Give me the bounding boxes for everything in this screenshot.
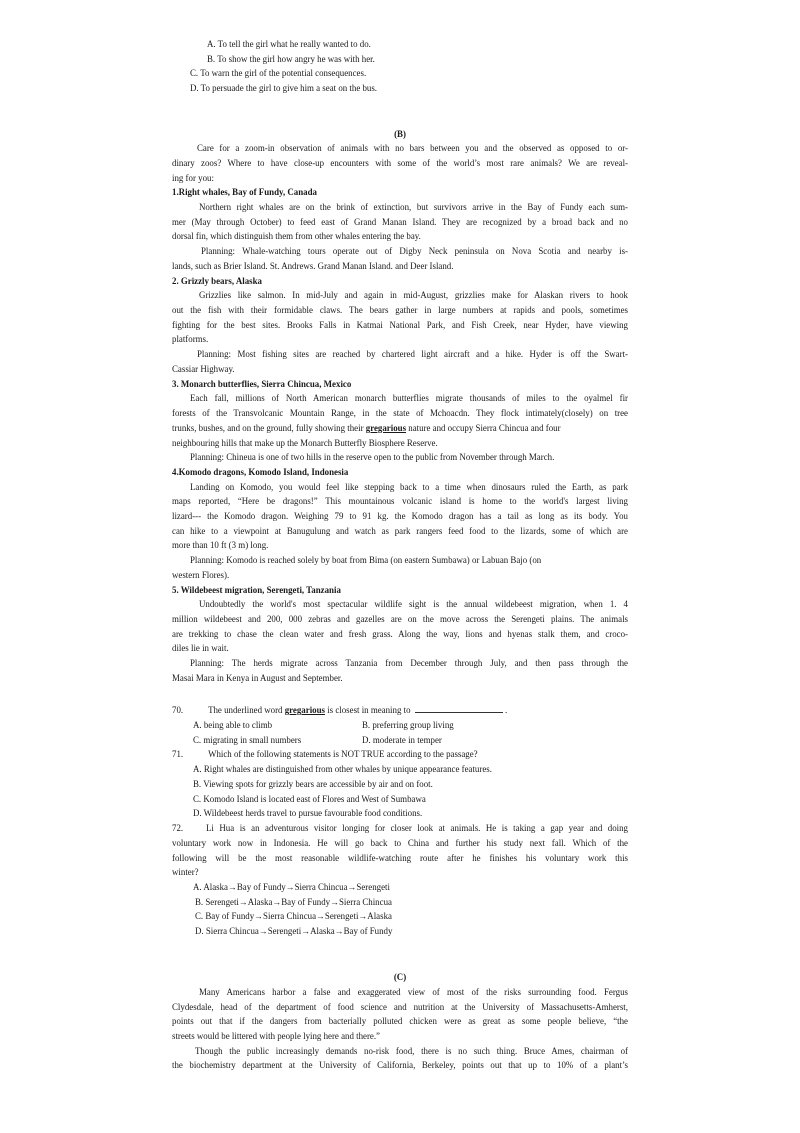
question-71-text: Which of the following statements is NOT TRUE according to the passage? bbox=[208, 749, 478, 759]
question-70-end: . bbox=[504, 705, 508, 715]
item-3-desc-3-after: nature and occupy Sierra Chincua and four bbox=[408, 423, 561, 433]
item-2-planning-1: Planning: Most fishing sites are reached by chartered light aircraft and a hike. Hyder is off the Swart- bbox=[197, 349, 628, 359]
section-c-p1-3: points out that if the dangers from bacterially polluted chicken were as great as some people believe, “the bbox=[172, 1016, 628, 1026]
question-72-stem-1: Li Hua is an adventurous visitor longing for closer look at animals. He is taking a gap year and doing bbox=[206, 823, 628, 833]
item-2-title: 2. Grizzly bears, Alaska bbox=[172, 276, 262, 286]
question-70-stem-before: The underlined word bbox=[208, 705, 283, 715]
intro-line-2: dinary zoos? Where to have close-up encounters with some of the world’s most rare animals? We are reveal- bbox=[172, 158, 628, 168]
q71-option-c: C. Komodo Island is located east of Flores and West of Sumbawa bbox=[193, 794, 426, 804]
question-71-number: 71. bbox=[172, 749, 184, 759]
option-b-prev: B. To show the girl how angry he was with her. bbox=[207, 54, 375, 64]
item-5-desc-1: Undoubtedly the world's most spectacular wildlife sight is the annual wildebeest migration, when 1. 4 bbox=[199, 599, 628, 609]
q70-option-a: A. being able to climb bbox=[193, 720, 273, 730]
item-4-planning-2: western Flores). bbox=[172, 570, 230, 580]
item-5-title: 5. Wildebeest migration, Serengeti, Tanzania bbox=[172, 585, 341, 595]
item-4-desc-1: Landing on Komodo, you would feel like stepping back to a time when dinosaurs ruled the Earth, as park bbox=[190, 482, 628, 492]
item-2-planning-2: Cassiar Highway. bbox=[172, 364, 235, 374]
item-2-desc-4: platforms. bbox=[172, 334, 209, 344]
item-1-desc-3: dorsal fin, which distinguish them from other whales entering the bay. bbox=[172, 231, 421, 241]
item-1-planning-1: Planning: Whale-watching tours operate out of Digby Neck peninsula on Nova Scotia and nearby is- bbox=[201, 246, 628, 256]
section-b-heading: (B) bbox=[394, 129, 406, 139]
question-70-stem-after: is closest in meaning to bbox=[327, 705, 411, 715]
q71-option-d: D. Wildebeest herds travel to pursue favourable food conditions. bbox=[193, 808, 423, 818]
item-3-desc-1: Each fall, millions of North American monarch butterflies migrate thousands of miles to the oyalmel fir bbox=[190, 393, 628, 403]
item-5-desc-3: are trekking to chase the clean water and fresh grass. Along the way, lions and hyenas stalk them, and croco- bbox=[172, 629, 628, 639]
item-5-planning-1: Planning: The herds migrate across Tanzania from December through July, and then pass through the bbox=[190, 658, 628, 668]
q72-option-a: A. Alaska→Bay of Fundy→Sierra Chincua→Serengeti bbox=[193, 882, 390, 892]
item-3-desc-3-before: trunks, bushes, and on the ground, fully showing their bbox=[172, 423, 364, 433]
q71-option-b: B. Viewing spots for grizzly bears are accessible by air and on foot. bbox=[193, 779, 433, 789]
item-4-desc-3: lizard--- the Komodo dragon. Weighing 79 to 91 kg. the Komodo dragon has a tail as long as its body. You bbox=[172, 511, 628, 521]
item-2-desc-1: Grizzlies like salmon. In mid-July and again in mid-August, grizzlies make for Alaskan rivers to hook bbox=[199, 290, 628, 300]
q72-option-c: C. Bay of Fundy→Sierra Chincua→Serengeti→Alaska bbox=[195, 911, 392, 921]
answer-blank bbox=[415, 703, 503, 713]
question-72-stem-4: winter? bbox=[172, 867, 199, 877]
item-4-desc-5: more than 10 ft (3 m) long. bbox=[172, 540, 269, 550]
item-5-desc-2: million wildebeest and 200, 000 zebras and gazelles are on the move across the Serengeti plains. The animals bbox=[172, 614, 628, 624]
section-c-p2-1: Though the public increasingly demands no-risk food, there is no such thing. Bruce Ames, chairman of bbox=[195, 1046, 628, 1056]
item-4-planning-1: Planning: Komodo is reached solely by boat from Bima (on eastern Sumbawa) or Labuan Bajo (on bbox=[190, 555, 542, 565]
item-5-planning-2: Masai Mara in Kenya in August and September. bbox=[172, 673, 343, 683]
question-70-number: 70. bbox=[172, 705, 184, 715]
section-c-heading: (C) bbox=[393, 972, 407, 982]
item-4-title: 4.Komodo dragons, Komodo Island, Indonesia bbox=[172, 467, 349, 477]
q72-option-b: B. Serengeti→Alaska→Bay of Fundy→Sierra Chincua bbox=[195, 897, 392, 907]
section-c-p1-2: Clydesdale, head of the department of food science and nutrition at the University of Massachusetts-Amherst, bbox=[172, 1002, 628, 1012]
question-72-stem-3: following will be the most reasonable wildlife-watching route after he finishes his voluntary work this bbox=[172, 853, 628, 863]
q70-option-c: C. migrating in small numbers bbox=[193, 735, 302, 745]
item-1-title: 1.Right whales, Bay of Fundy, Canada bbox=[172, 187, 317, 197]
option-c-prev: C. To warn the girl of the potential consequences. bbox=[190, 68, 367, 78]
item-4-desc-4: can hike to a viewpoint at Banugulung and watch as park rangers feed food to the lizards, some of which are bbox=[172, 526, 628, 536]
intro-line-1: Care for a zoom-in observation of animals with no bars between you and the observed as opposed to or- bbox=[197, 143, 628, 153]
item-4-desc-2: maps reported, “Here be dragons!” This mountainous volcanic island is home to the world's largest living bbox=[172, 496, 628, 506]
option-a-prev: A. To tell the girl what he really wanted to do. bbox=[207, 39, 371, 49]
item-3-desc-2: forests of the Transvolcanic Mountain Range, in the state of Mchoacdn. They flock intimately(closely) on tree bbox=[172, 408, 628, 418]
intro-line-3: ing for you: bbox=[172, 173, 214, 183]
question-72-stem-2: voluntary work now in Indonesia. He will go back to China and further his study next fall. Which of the bbox=[172, 838, 628, 848]
item-5-desc-4: diles lie in wait. bbox=[172, 643, 229, 653]
item-2-desc-3: fighting for the best sites. Brooks Falls in Katmai National Park, and Fish Creek, near Hyder, have viewing bbox=[172, 320, 628, 330]
section-c-p1-4: streets would be littered with people lying here and there.” bbox=[172, 1031, 380, 1041]
item-3-desc-3 bbox=[172, 421, 628, 436]
q71-option-a: A. Right whales are distinguished from other whales by unique appearance features. bbox=[193, 764, 492, 774]
item-1-planning-2: lands, such as Brier Island. St. Andrews. Grand Manan Island. and Deer Island. bbox=[172, 261, 454, 271]
item-1-desc-2: mer (May through October) to feed east of Grand Manan Island. They are recognized by a broad back and no bbox=[172, 217, 628, 227]
item-2-desc-2: out the fish with their formidable claws. The bears gather in large numbers at rapids and pools, sometimes bbox=[172, 305, 628, 315]
section-c-p1-1: Many Americans harbor a false and exaggerated view of most of the risks surrounding food. Fergus bbox=[199, 987, 628, 997]
q72-option-d: D. Sierra Chincua→Serengeti→Alaska→Bay of Fundy bbox=[195, 926, 393, 936]
question-70-stem bbox=[172, 703, 507, 718]
section-c-p2-2: the biochemistry department at the University of California, Berkeley, points out that up to 10% of a plant’s bbox=[172, 1060, 628, 1070]
q70-option-d: D. moderate in temper bbox=[362, 735, 442, 745]
question-72-number: 72. bbox=[172, 823, 184, 833]
item-3-planning-1: Planning: Chineua is one of two hills in the reserve open to the public from November through March. bbox=[190, 452, 555, 462]
question-70-word: gregarious bbox=[284, 705, 325, 715]
option-d-prev: D. To persuade the girl to give him a seat on the bus. bbox=[190, 83, 378, 93]
gregarious-underlined-word: gregarious bbox=[365, 423, 407, 433]
question-71-stem bbox=[172, 747, 478, 762]
item-1-desc-1: Northern right whales are on the brink of extinction, but survivors arrive in the Bay of Fundy each sum- bbox=[199, 202, 628, 212]
item-3-title: 3. Monarch butterflies, Sierra Chincua, Mexico bbox=[172, 379, 352, 389]
item-3-desc-4: neighbouring hills that make up the Monarch Butterfly Biosphere Reserve. bbox=[172, 438, 438, 448]
q70-option-b: B. preferring group living bbox=[362, 720, 454, 730]
